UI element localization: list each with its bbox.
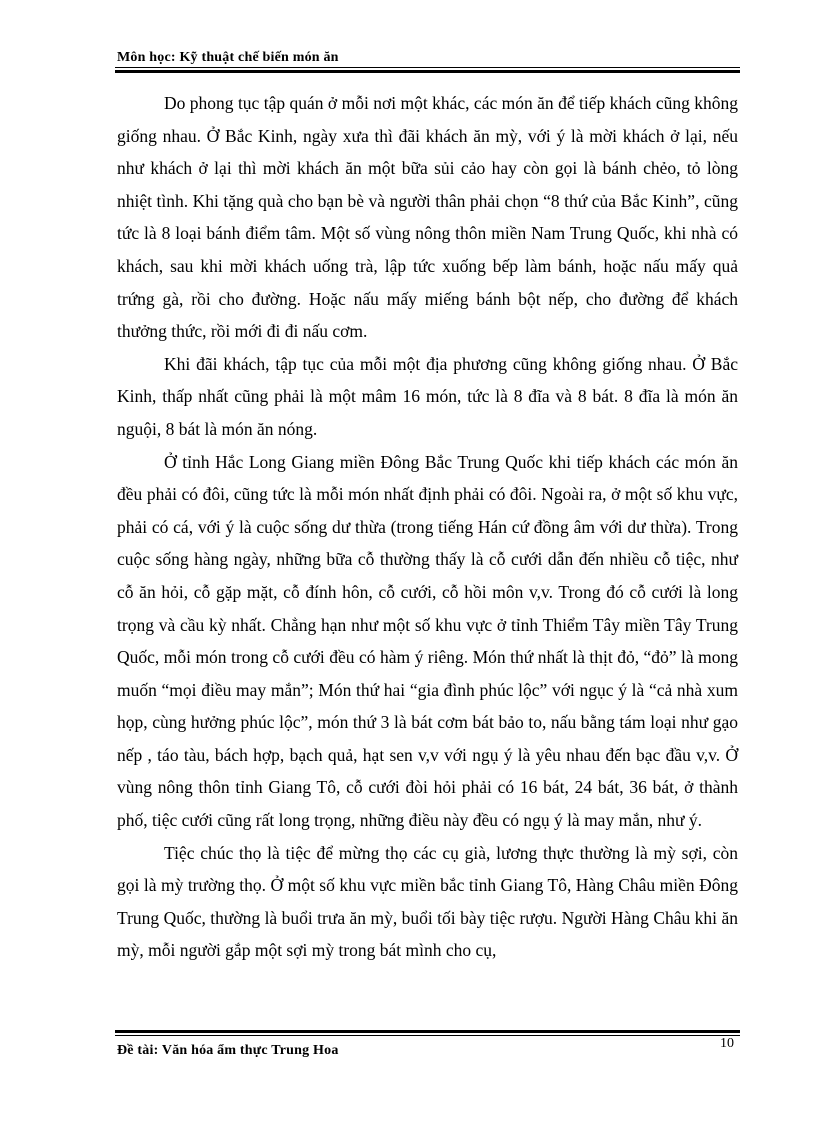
header-rule-thin	[115, 67, 740, 68]
footer-rule-thick	[115, 1030, 740, 1033]
footer-rule-thin	[115, 1035, 740, 1036]
footer-title: Đề tài: Văn hóa ẩm thực Trung Hoa	[117, 1043, 339, 1058]
body-text	[117, 87, 738, 967]
paragraph-4: Tiệc chúc thọ là tiệc để mừng thọ các cụ già, lương thực thường là mỳ sợi, còn gọi là mỳ trường thọ. Ở một số khu vực miền bắc tỉnh Giang Tô, Hàng Châu miền Đông Trung Quốc, thường là buổi trưa ăn mỳ, buổi tối bày tiệc rượu. Người Hàng Châu khi ăn mỳ, mỗi người gắp một sợi mỳ trong bát mình cho cụ,	[117, 842, 738, 961]
paragraph-3: Ở tỉnh Hắc Long Giang miền Đông Bắc Trung Quốc khi tiếp khách các món ăn đều phải có đôi, cũng tức là mỗi món nhất định phải có đôi. Ngoài ra, ở một số khu vực, phải có cá, với ý là cuộc sống dư thừa (trong tiếng Hán cứ đồng âm với dư thừa). Trong cuộc sống hàng ngày, những bữa cỗ thường thấy là cỗ cưới dẫn đến nhiều cỗ tiệc, như cỗ ăn hỏi, cỗ gặp mặt, cỗ đính hôn, cỗ cưới, cỗ hồi môn v,v. Trong đó cỗ cưới là long trọng và cầu kỳ nhất. Chẳng hạn như một số khu vực ở tỉnh Thiểm Tây miền Tây Trung Quốc, mỗi món trong cỗ cưới đều có hàm ý riêng. Món thứ nhất là thịt đỏ, “đỏ” là mong muốn “mọi điều may mắn”; Món thứ hai “gia đình phúc lộc” với ngục ý là “cả nhà xum họp, cùng hưởng phúc lộc”, món thứ 3 là bát cơm bát bảo to, nấu bằng tám loại như gạo nếp , táo tàu, bách hợp, bạch quả, hạt sen v,v với ngụ ý là yêu nhau đến bạc đầu v,v. Ở vùng nông thôn tỉnh Giang Tô, cỗ cưới đòi hỏi phải có 16 bát, 24 bát, 36 bát, ở thành phố, tiệc cưới cũng rất long trọng, những điều này đều có ngụ ý là may mắn, như ý.	[117, 451, 738, 831]
paragraph-2: Khi đãi khách, tập tục của mỗi một địa phương cũng không giống nhau. Ở Bắc Kinh, thấp nhất cũng phải là một mâm 16 món, tức là 8 đĩa và 8 bát. 8 đĩa là món ăn nguội, 8 bát là món ăn nóng.	[117, 353, 738, 439]
header-rule-thick	[115, 70, 740, 73]
header-title: Môn học: Kỹ thuật chế biến món ăn	[117, 50, 339, 65]
paragraph-1: Do phong tục tập quán ở mỗi nơi một khác, các món ăn để tiếp khách cũng không giống nhau. Ở Bắc Kinh, ngày xưa thì đãi khách ăn mỳ, với ý là mời khách ở lại, nếu như khách ở lại thì mời khách ăn một bữa sủi cảo hay còn gọi là bánh chẻo, tỏ lòng nhiệt tình. Khi tặng quà cho bạn bè và người thân phải chọn “8 thứ của Bắc Kinh”, cũng tức là 8 loại bánh điểm tâm. Một số vùng nông thôn miền Nam Trung Quốc, khi nhà có khách, sau khi mời khách uống trà, lập tức xuống bếp làm bánh, hoặc nấu mấy quả trứng gà, rồi cho đường. Hoặc nấu mấy miếng bánh bột nếp, cho đường để khách thưởng thức, rồi mới đi đi nấu cơm.	[117, 93, 738, 342]
page-number: 10	[720, 1036, 734, 1051]
